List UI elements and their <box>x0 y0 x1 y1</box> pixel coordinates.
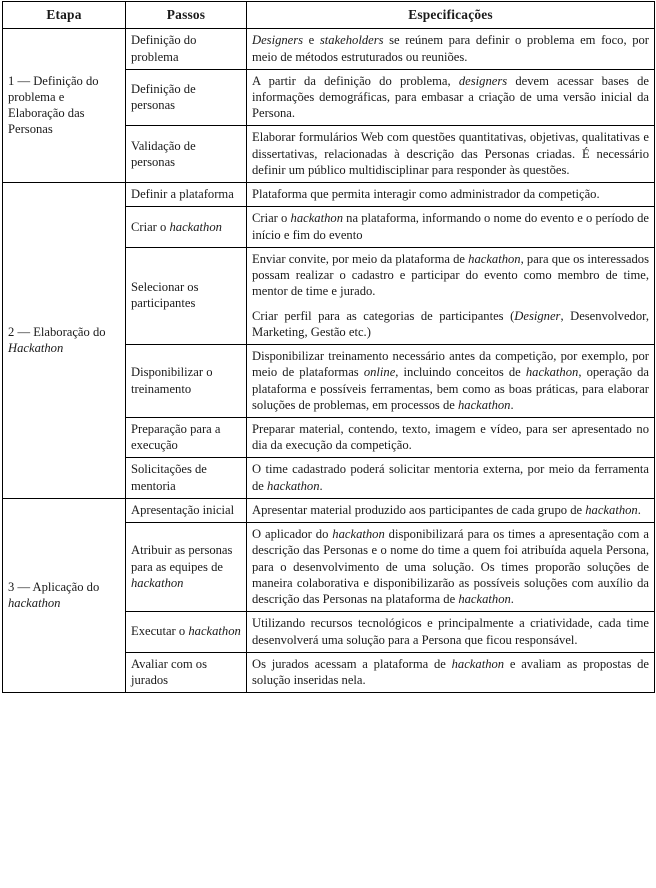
column-header-etapa: Etapa <box>3 2 126 29</box>
table-row <box>3 29 655 69</box>
column-header-especificacoes: Especificações <box>247 2 655 29</box>
table-body <box>3 29 655 693</box>
etapa-cell: 3 — Aplicação do hackathon <box>3 498 126 692</box>
especificacao-paragraph: Criar perfil para as categorias de participantes (Designer, Desenvolvedor, Marketing, Gestão etc.) <box>252 308 649 339</box>
especificacao-paragraph: Elaborar formulários Web com questões quantitativas, objetivas, qualitativas e dissertativas, relacionadas à descrição das Personas criadas. É necessário definir um público multidisciplinar para responder às questões. <box>252 130 649 177</box>
passo-cell: Definir a plataforma <box>126 183 247 207</box>
table-header <box>3 2 655 29</box>
especificacao-cell <box>247 69 655 126</box>
table-row <box>3 183 655 207</box>
especificacao-paragraph: Apresentar material produzido aos participantes de cada grupo de hackathon. <box>252 502 641 517</box>
especificacao-cell <box>247 29 655 69</box>
passo-cell: Definição do problema <box>126 29 247 69</box>
especificacao-cell <box>247 612 655 652</box>
especificacao-cell <box>247 417 655 457</box>
especificacao-paragraph: Plataforma que permita interagir como administrador da competição. <box>252 187 600 202</box>
passo-cell: Executar o hackathon <box>126 612 247 652</box>
especificacao-cell <box>247 652 655 692</box>
etapa-cell: 2 — Elaboração do Hackathon <box>3 183 126 499</box>
especificacao-paragraph: Designers e stakeholders se reúnem para definir o problema em foco, por meio de métodos estruturados ou reuniões. <box>252 33 649 64</box>
passo-cell: Avaliar com os jurados <box>126 652 247 692</box>
passo-cell: Definição de personas <box>126 69 247 126</box>
etapa-cell: 1 — Definição do problema e Elaboração das Personas <box>3 29 126 183</box>
especificacao-cell <box>247 523 655 612</box>
especificacao-cell <box>247 183 655 207</box>
passo-cell: Preparação para a execução <box>126 417 247 457</box>
header-row <box>3 2 655 29</box>
especificacao-paragraph: Disponibilizar treinamento necessário antes da competição, por exemplo, por meio de plataformas online, incluindo conceitos de hackathon, operação da plataforma e possíveis ferramentas, bem como as boas práticas, para elaborar soluções de problemas, em processos de hackathon. <box>252 349 649 412</box>
passo-cell: Selecionar os participantes <box>126 247 247 344</box>
passo-cell: Solicitações de mentoria <box>126 458 247 498</box>
hackathon-specification-table <box>2 1 655 693</box>
especificacao-paragraph: A partir da definição do problema, designers devem acessar bases de informações demográficas, para embasar a criação de uma versão inicial da Persona. <box>252 73 649 121</box>
specification-table-container <box>0 1 656 888</box>
especificacao-paragraph: O aplicador do hackathon disponibilizará para os times a apresentação com a descrição das Personas e o nome do time a quem foi atribuída aquela Persona, para o desenvolvimento de uma solução. Os times proporão soluções de maneira colaborativa e disponibilizarão as possíveis soluções com auxílio da descrição das Personas na plataforma de hackathon. <box>252 527 649 607</box>
especificacao-paragraph: Preparar material, contendo, texto, imagem e vídeo, para ser apresentado no dia da execução da competição. <box>252 421 649 453</box>
column-header-passos: Passos <box>126 2 247 29</box>
especificacao-cell <box>247 207 655 247</box>
passo-cell: Validação de personas <box>126 126 247 183</box>
especificacao-paragraph: Criar o hackathon na plataforma, informando o nome do evento e o período de início e fim do evento <box>252 211 649 242</box>
passo-cell: Apresentação inicial <box>126 498 247 522</box>
passo-cell: Atribuir as personas para as equipes de hackathon <box>126 523 247 612</box>
especificacao-cell <box>247 458 655 498</box>
especificacao-paragraph: Enviar convite, por meio da plataforma de hackathon, para que os interessados possam realizar o cadastro e participar do evento como membro de time, mentor de time e jurado. <box>252 251 649 299</box>
especificacao-paragraph: Utilizando recursos tecnológicos e principalmente a criatividade, cada time desenvolverá uma solução para a Persona que ficou responsável. <box>252 616 649 647</box>
especificacao-cell <box>247 345 655 418</box>
passo-cell: Criar o hackathon <box>126 207 247 247</box>
especificacao-paragraph: Os jurados acessam a plataforma de hackathon e avaliam as propostas de solução inseridas nela. <box>252 656 649 688</box>
especificacao-cell <box>247 498 655 522</box>
table-row <box>3 498 655 522</box>
especificacao-cell <box>247 126 655 183</box>
especificacao-paragraph: O time cadastrado poderá solicitar mentoria externa, por meio da ferramenta de hackathon. <box>252 462 649 493</box>
passo-cell: Disponibilizar o treinamento <box>126 345 247 418</box>
especificacao-cell <box>247 247 655 344</box>
